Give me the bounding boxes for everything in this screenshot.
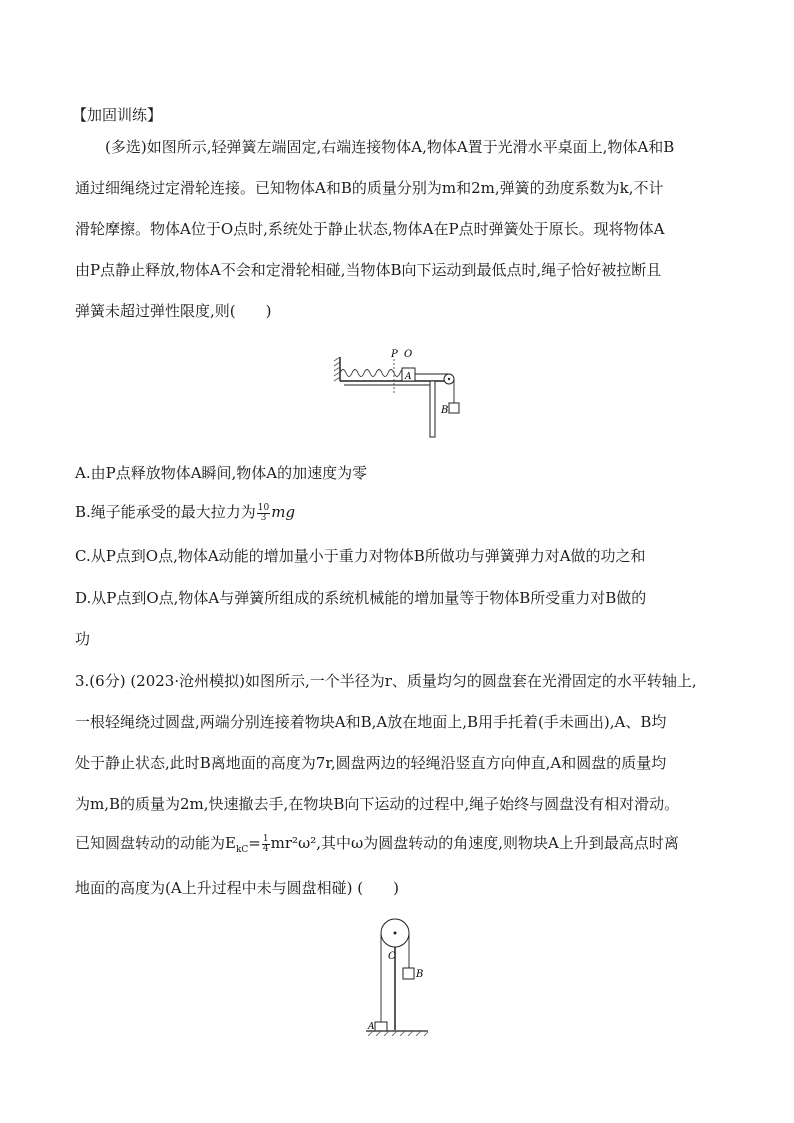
label-a: A — [368, 1022, 375, 1032]
option-b-prefix: B.绳子能承受的最大拉力为 — [75, 503, 256, 521]
problem1-line3: 滑轮摩擦。物体A位于O点时,系统处于静止状态,物体A在P点时弹簧处于原长。现将物体A — [75, 220, 665, 238]
problem1-line2: 通过细绳绕过定滑轮连接。已知物体A和B的质量分别为m和2m,弹簧的劲度系数为k,不计 — [75, 179, 664, 197]
problem3-line6: 地面的高度为(A上升过程中未与圆盘相碰) ( ) — [75, 879, 400, 897]
problem3-figure — [362, 918, 432, 1038]
ek-fraction: $\frac{1}{4}$ — [262, 833, 269, 854]
problem1-figure — [330, 345, 470, 440]
block-a — [375, 1022, 387, 1031]
label-b: B — [416, 969, 424, 980]
problem1-line5: 弹簧未超过弹性限度,则( ) — [75, 302, 272, 320]
problem3-line2: 一根轻绳绕过圆盘,两端分别连接着物块A和B,A放在地面上,B用手托着(手未画出),A、B均 — [75, 713, 667, 731]
option-c: C.从P点到O点,物体A动能的增加量小于重力对物体B所做功与弹簧弹力对A做的功之和 — [75, 547, 646, 565]
label-b: B — [441, 405, 449, 416]
label-c: C — [388, 951, 396, 962]
problem3-line3: 处于静止状态,此时B离地面的高度为7r,圆盘两边的轻绳沿竖直方向伸直,A和圆盘的质量均 — [75, 754, 667, 772]
option-b — [75, 501, 295, 523]
label-o: O — [404, 349, 413, 360]
block-b — [449, 403, 459, 413]
option-a: A.由P点释放物体A瞬间,物体A的加速度为零 — [75, 464, 368, 482]
problem3-line1: 3.(6分) (2023·沧州模拟)如图所示,一个半径为r、质量均匀的圆盘套在光滑固定的水平转轴上, — [75, 672, 697, 690]
label-a: A — [405, 372, 412, 382]
option-b-suffix: mg — [271, 503, 296, 521]
problem1-line4: 由P点静止释放,物体A不会和定滑轮相碰,当物体B向下运动到最低点时,绳子恰好被拉断且 — [75, 261, 662, 279]
section-heading: 【加固训练】 — [72, 106, 163, 124]
block-b — [403, 968, 414, 979]
option-b-fraction: $\frac{10}{3}$ — [257, 502, 270, 523]
problem1-line1: (多选)如图所示,轻弹簧左端固定,右端连接物体A,物体A置于光滑水平桌面上,物体A和B — [105, 138, 675, 156]
problem3-line4: 为m,B的质量为2m,快速撤去手,在物块B向下运动的过程中,绳子始终与圆盘没有相对滑动。 — [75, 795, 680, 813]
problem1-stem — [75, 127, 725, 332]
option-d-line1: D.从P点到O点,物体A与弹簧所组成的系统机械能的增加量等于物体B所受重力对B做的 — [75, 589, 647, 607]
option-d-line2: 功 — [75, 630, 91, 648]
problem3-line5: 已知圆盘转动的动能为$E_{kC}=$ $\frac{1}{4}$ mr²ω²,其中ω为圆盘转动的角速度,则物块A上升到最高点时离 — [75, 833, 679, 855]
label-p: P — [391, 349, 398, 360]
spring — [340, 370, 409, 377]
